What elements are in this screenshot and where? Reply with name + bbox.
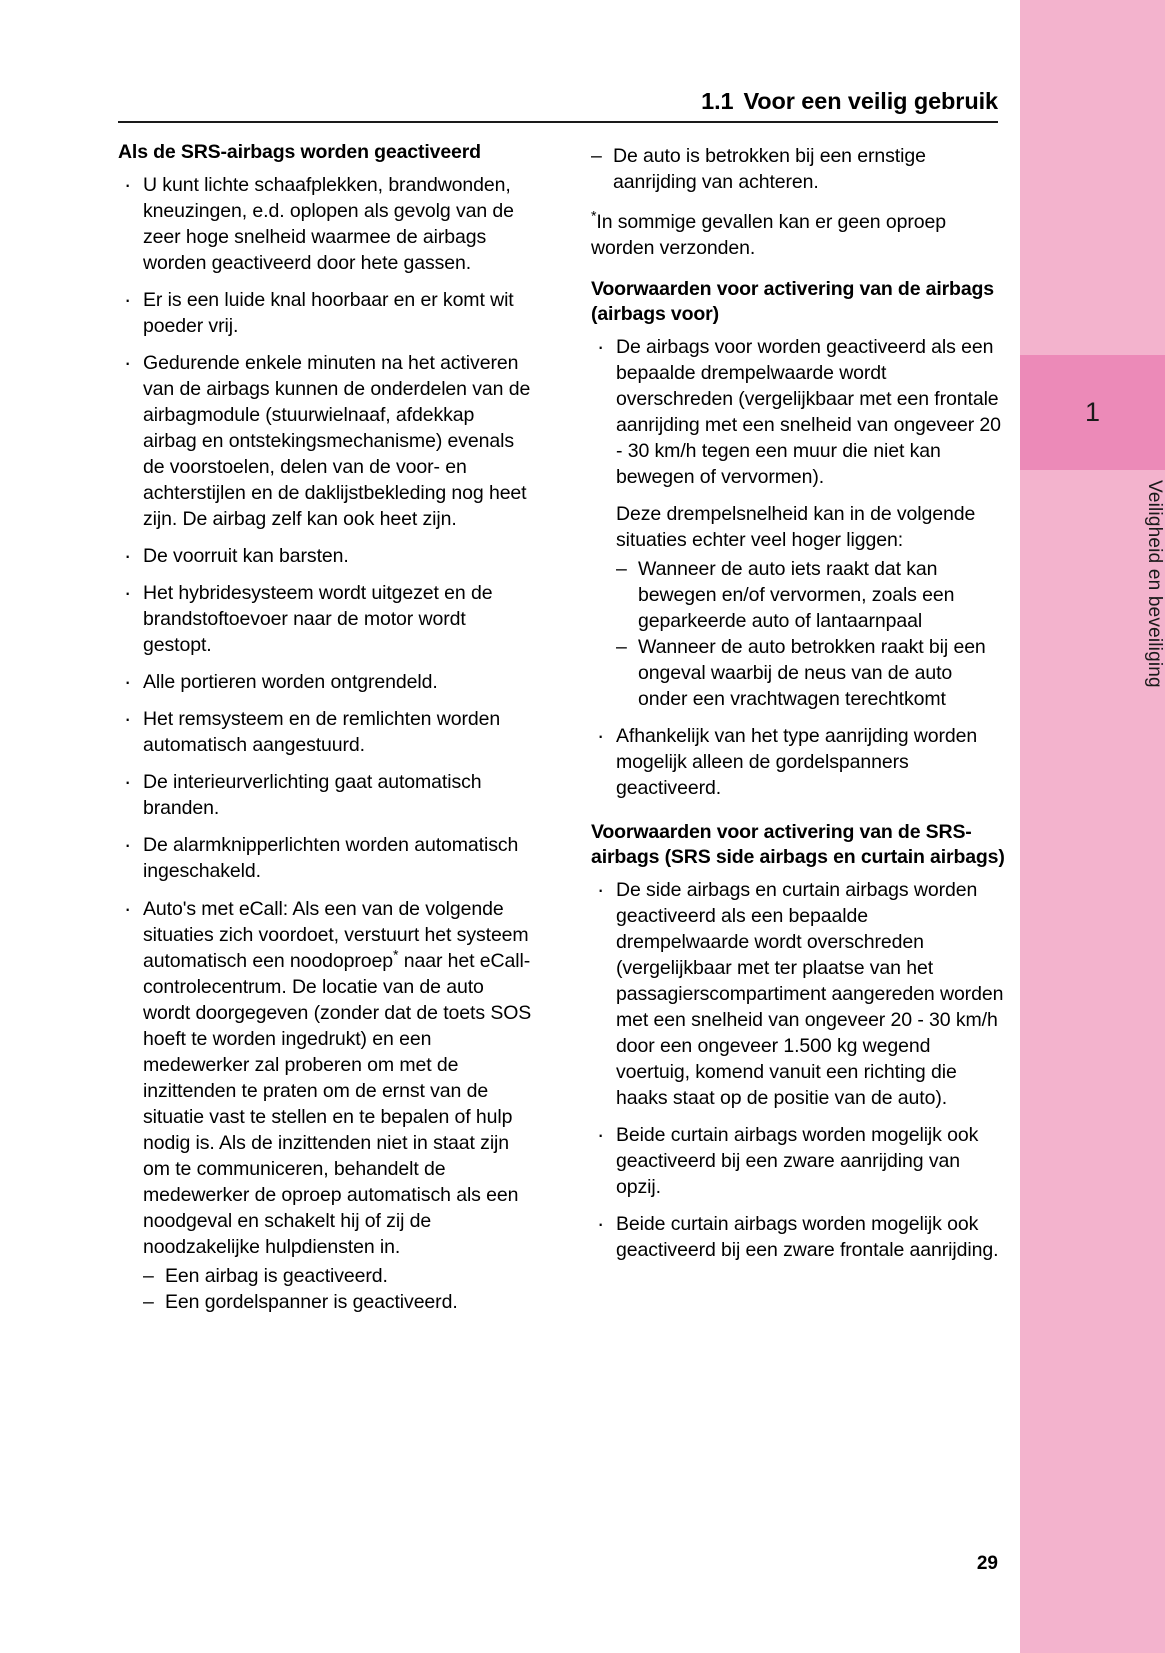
side-airbags-bullet-list [591,877,1006,1263]
footnote-marker: * [591,207,597,224]
list-item: · De voorruit kan barsten. [118,543,533,569]
list-item: · De interieurverlichting gaat automatisch branden. [118,769,533,821]
list-item: · Het hybridesysteem wordt uitgezet en de brandstoftoevoer naar de motor wordt gestopt. [118,580,533,658]
list-item: · U kunt lichte schaafplekken, brandwonden, kneuzingen, e.d. oplopen als gevolg van de zeer hoge snelheid waarmee de airbags worden geactiveerd door hete gassen. [118,172,533,276]
chapter-side-tab [1020,0,1165,1653]
footnote-marker: * [393,946,399,963]
chapter-title-vertical: Veiligheid en beveiliging [1144,480,1165,688]
footnote-paragraph [591,209,1006,261]
list-item: · De alarmknipperlichten worden automatisch ingeschakeld. [118,832,533,884]
list-item: · Afhankelijk van het type aanrijding worden mogelijk alleen de gordelspanners geactiveerd. [591,723,1006,801]
section-title: Voor een veilig gebruik [743,88,998,114]
ecall-text-after-footnote: naar het eCall-controlecentrum. De locatie van de auto wordt doorgegeven (zonder dat de toets SOS hoeft te worden ingedrukt) en een medewerker zal proberen om met de inzittenden te praten om de ernst van de situatie vast te stellen en te bepalen of hulp nodig is. Als de inzittenden niet in staat zijn om te communiceren, behandelt de medewerker de oproep automatisch als een noodgeval en schakelt hij of zij de noodzakelijke hulpdiensten in. [143,949,532,1258]
list-item: · Beide curtain airbags worden mogelijk ook geactiveerd bij een zware frontale aanrijding. [591,1211,1006,1263]
front-airbags-heading: Voorwaarden voor activering van de airbags (airbags voor) [591,278,994,325]
list-item: – Een gordelspanner is geactiveerd. [143,1289,533,1315]
chapter-number: 1 [1084,397,1101,427]
continuation-text: Deze drempelsnelheid kan in de volgende situaties echter veel hoger liggen: [616,502,976,551]
list-item: · Alle portieren worden ontgrendeld. [118,669,533,695]
list-item: – Wanneer de auto betrokken raakt bij een ongeval waarbij de neus van de auto onder een vrachtwagen terechtkomt [616,634,1006,712]
left-column-heading: Als de SRS-airbags worden geactiveerd [118,141,481,163]
header-divider [118,121,998,123]
two-column-body [118,140,1006,1326]
page-header [118,88,998,115]
list-item: – De auto is betrokken bij een ernstige aanrijding van achteren. [591,143,1006,195]
list-item: · Het remsysteem en de remlichten worden automatisch aangestuurd. [118,706,533,758]
right-column-top-sub-list [591,143,1006,195]
list-item: · De side airbags en curtain airbags worden geactiveerd als een bepaalde drempelwaarde wordt overschreden (vergelijkbaar met ter plaatse van het passagierscompartiment aangereden worden met een snelheid van ongeveer 20 - 30 km/h door een ongeveer 1.500 kg wegend voertuig, komend vanuit een richting die haaks staat op de positie van de auto). [591,877,1006,1111]
section-number: 1.1 [701,88,734,114]
front-airbags-sub-list [616,556,1006,712]
list-item: · Beide curtain airbags worden mogelijk ook geactiveerd bij een zware aanrijding van opzij. [591,1122,1006,1200]
left-column [118,140,533,1326]
ecall-text-before-footnote: Auto's met eCall: Als een van de volgende situaties zich voordoet, verstuurt het systeem automatisch een noodoproep [143,897,529,972]
list-item: · Gedurende enkele minuten na het activeren van de airbags kunnen de onderdelen van de airbagmodule (stuurwielnaaf, afdekkap airbag en ontstekingsmechanisme) evenals de voorstoelen, delen van de voor- en achterstijlen en de daklijstbekleding nog heet zijn. De airbag zelf kan ook heet zijn. [118,350,533,532]
ecall-sub-list [143,1263,533,1315]
right-column [591,140,1006,1326]
front-airbags-bullet-list [591,334,1006,802]
side-airbags-heading: Voorwaarden voor activering van de SRS-airbags (SRS side airbags en curtain airbags) [591,821,1005,868]
front-airbags-continuation [591,501,1006,712]
chapter-number-box [1020,355,1165,470]
left-column-bullet-list [118,172,533,1315]
list-item-ecall [118,896,533,1316]
list-item: – Wanneer de auto iets raakt dat kan bewegen en/of vervormen, zoals een geparkeerde auto of lantaarnpaal [616,556,1006,634]
list-item: – Een airbag is geactiveerd. [143,1263,533,1289]
list-item: · Er is een luide knal hoorbaar en er komt wit poeder vrij. [118,287,533,339]
page-number: 29 [976,1553,998,1574]
footnote-text: In sommige gevallen kan er geen oproep worden verzonden. [591,211,946,260]
list-item: · De airbags voor worden geactiveerd als een bepaalde drempelwaarde wordt overschreden (vergelijkbaar met een frontale aanrijding met een snelheid van ongeveer 20 - 30 km/h tegen een muur die niet kan bewegen of vervormen). [591,334,1006,490]
